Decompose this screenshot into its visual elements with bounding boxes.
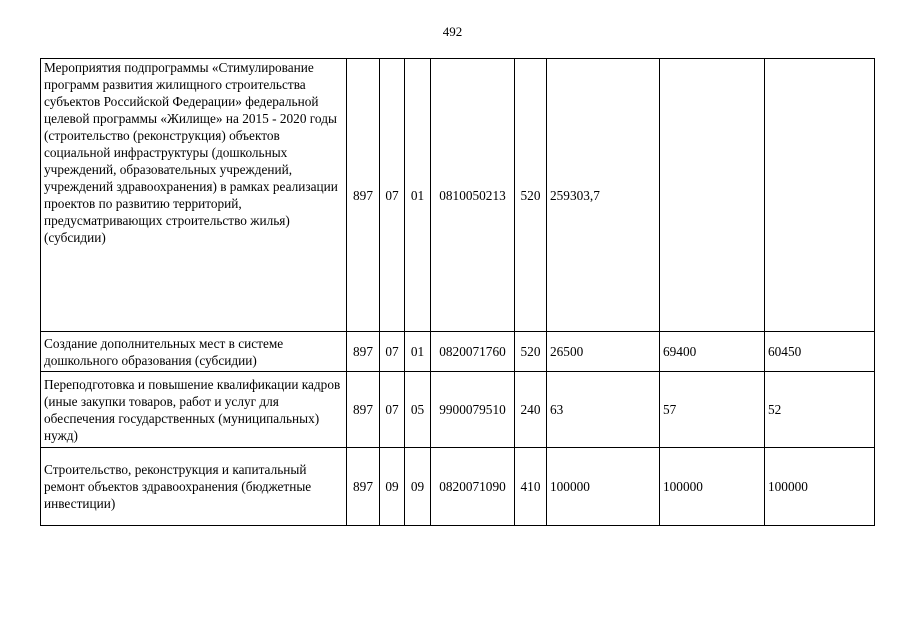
table-row	[41, 372, 875, 448]
amount-3: 60450	[765, 332, 875, 372]
section-code: 09	[380, 448, 405, 526]
row-description: Строительство, реконструкция и капитальный ремонт объектов здравоохранения (бюджетные инвестиции)	[41, 448, 347, 526]
row-description: Переподготовка и повышение квалификации кадров (иные закупки товаров, работ и услуг для обеспечения государственных (муниципальных) нужд)	[41, 372, 347, 448]
ministry-code: 897	[347, 332, 380, 372]
target-article-code: 0810050213	[431, 59, 515, 332]
amount-2	[660, 59, 765, 332]
table-row	[41, 448, 875, 526]
expense-type-code: 410	[515, 448, 547, 526]
amount-3	[765, 59, 875, 332]
subsection-code: 01	[405, 59, 431, 332]
ministry-code: 897	[347, 59, 380, 332]
subsection-code: 09	[405, 448, 431, 526]
expense-type-code: 520	[515, 59, 547, 332]
target-article-code: 0820071090	[431, 448, 515, 526]
row-description: Создание дополнительных мест в системе дошкольного образования (субсидии)	[41, 332, 347, 372]
amount-1: 63	[547, 372, 660, 448]
table-row	[41, 59, 875, 332]
amount-1: 26500	[547, 332, 660, 372]
table-row	[41, 332, 875, 372]
amount-2: 69400	[660, 332, 765, 372]
subsection-code: 01	[405, 332, 431, 372]
subsection-code: 05	[405, 372, 431, 448]
amount-2: 100000	[660, 448, 765, 526]
section-code: 07	[380, 372, 405, 448]
page-number: 492	[442, 24, 463, 39]
target-article-code: 0820071760	[431, 332, 515, 372]
amount-3: 100000	[765, 448, 875, 526]
amount-3: 52	[765, 372, 875, 448]
row-description: Мероприятия подпрограммы «Стимулирование программ развития жилищного строительства субъектов Российской Федерации» федеральной целевой программы «Жилище» на 2015 - 2020 годы (строительство (реконструкция) объектов социальной инфраструктуры (дошкольных учреждений, образовательных учреждений, учреждений здравоохранения) в рамках реализации проектов по развитию территорий, предусматривающих строительство жилья) (субсидии)	[41, 59, 347, 332]
amount-1: 100000	[547, 448, 660, 526]
expense-type-code: 520	[515, 332, 547, 372]
budget-table	[40, 58, 875, 526]
ministry-code: 897	[347, 372, 380, 448]
expense-type-code: 240	[515, 372, 547, 448]
amount-1: 259303,7	[547, 59, 660, 332]
section-code: 07	[380, 59, 405, 332]
target-article-code: 9900079510	[431, 372, 515, 448]
amount-2: 57	[660, 372, 765, 448]
section-code: 07	[380, 332, 405, 372]
ministry-code: 897	[347, 448, 380, 526]
